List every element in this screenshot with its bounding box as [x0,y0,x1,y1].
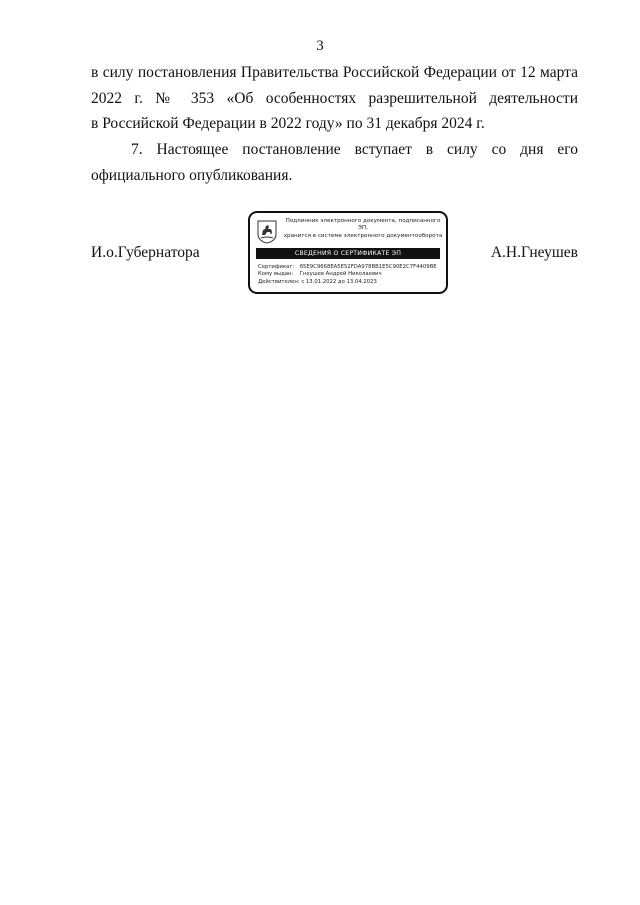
paragraph-line: официального опубликования. [91,166,293,184]
paragraph-line: 2022 г. № 353 «Об особенностях разрешительной деятельности [91,89,578,107]
signer-name: А.Н.Гнеушев [490,244,578,261]
paragraph-line: в силу постановления Правительства Российской Федерации от 12 марта [91,64,578,81]
certificate-value: 65E9C9668EA5E52FDA978BB1E5C90E2C7F4409BE [299,264,437,270]
paragraph-continuation [91,60,578,137]
stamp-note-line: Подлинник электронного документа, подписанного ЭП, [285,218,441,232]
signer-title: И.о.Губернатора [91,244,200,261]
paragraph-line: 7. Настоящее постановление вступает в силу со дня его [131,141,578,158]
stamp-details [258,264,444,286]
stamp-note [282,218,444,240]
paragraph-line: в Российской Федерации в 2022 году» по 31 декабря 2024 г. [91,115,485,132]
validity-label: Действителен: [258,278,300,285]
stamp-note-line: хранится в системе электронного документооборота [283,232,443,239]
validity-value: с 13.01.2022 до 13.04.2023 [301,278,377,285]
issued-to-row [258,271,444,278]
electronic-signature-stamp [248,211,448,294]
coat-of-arms-icon [257,220,277,244]
page-number: 3 [316,38,324,54]
issued-to-value: Гнеушев Андрей Николаевич [299,271,382,278]
stamp-header: СВЕДЕНИЯ О СЕРТИФИКАТЕ ЭП [256,248,440,259]
issued-to-label: Кому выдан: [258,271,294,278]
certificate-label: Сертификат: [258,264,295,270]
paragraph-clause-7 [91,137,578,188]
validity-row [258,279,444,286]
